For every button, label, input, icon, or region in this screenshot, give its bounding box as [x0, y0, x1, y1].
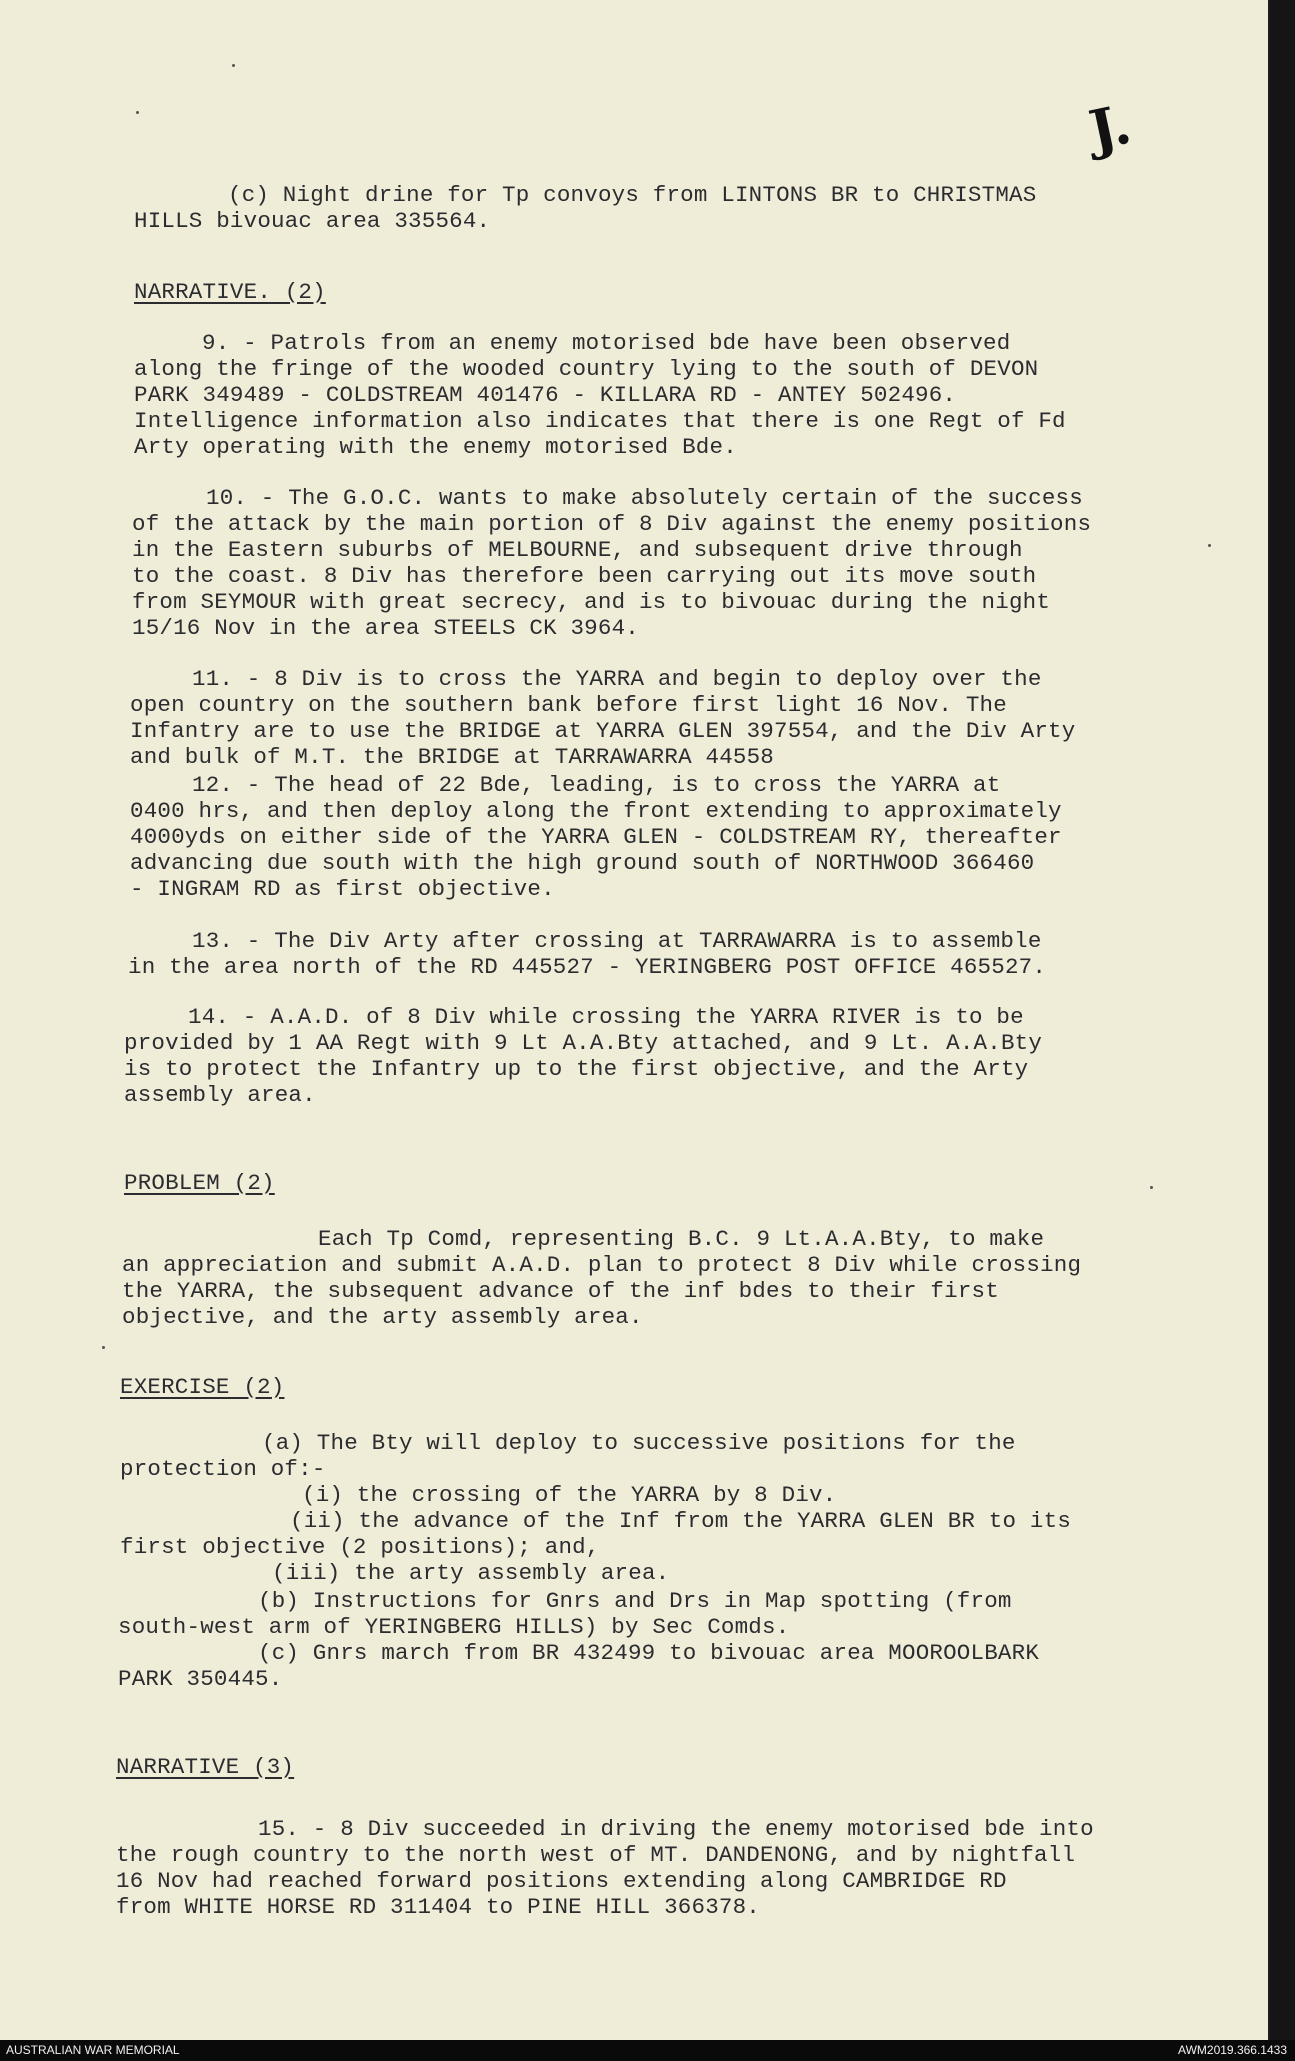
text-line: first objective (2 positions); and, [120, 1534, 600, 1560]
section-heading-exercise-2: EXERCISE (2) [120, 1374, 285, 1400]
paper-speck [232, 64, 235, 67]
text-line: PARK 349489 - COLDSTREAM 401476 - KILLARA RD - ANTEY 502496. [134, 382, 957, 408]
text-line: to the coast. 8 Div has therefore been carrying out its move south [132, 563, 1037, 589]
text-line: in the Eastern suburbs of MELBOURNE, and subsequent drive through [132, 537, 1023, 563]
paper-speck [1208, 544, 1211, 547]
text-line: provided by 1 AA Regt with 9 Lt A.A.Bty attached, and 9 Lt. A.A.Bty [124, 1030, 1043, 1056]
text-line: - INGRAM RD as first objective. [130, 876, 555, 902]
text-line: south-west arm of YERINGBERG HILLS) by Sec Comds. [118, 1614, 790, 1640]
text-line: 16 Nov had reached forward positions extending along CAMBRIDGE RD [116, 1868, 1007, 1894]
footer-accession-number: AWM2019.366.1433 [1178, 2043, 1287, 2057]
text-line: 14. - A.A.D. of 8 Div while crossing the YARRA RIVER is to be [188, 1004, 1024, 1030]
text-line: along the fringe of the wooded country lying to the south of DEVON [134, 356, 1039, 382]
paper-speck [102, 1346, 105, 1349]
text-line: 12. - The head of 22 Bde, leading, is to cross the YARRA at [192, 772, 1001, 798]
text-line: and bulk of M.T. the BRIDGE at TARRAWARRA 44558 [130, 744, 775, 770]
text-line: assembly area. [124, 1082, 316, 1108]
text-line: advancing due south with the high ground south of NORTHWOOD 366460 [130, 850, 1035, 876]
text-line: 10. - The G.O.C. wants to make absolutely certain of the success [206, 485, 1083, 511]
text-line: an appreciation and submit A.A.D. plan to protect 8 Div while crossing [122, 1252, 1082, 1278]
footer-institution: AUSTRALIAN WAR MEMORIAL [6, 2043, 180, 2057]
text-line: of the attack by the main portion of 8 Div against the enemy positions [132, 511, 1092, 537]
text-line: (ii) the advance of the Inf from the YARRA GLEN BR to its [290, 1508, 1072, 1534]
section-heading-problem-2: PROBLEM (2) [124, 1170, 275, 1196]
section-heading-narrative-3: NARRATIVE (3) [116, 1754, 295, 1780]
text-line: 15. - 8 Div succeeded in driving the enemy motorised bde into [258, 1816, 1094, 1842]
paper-speck [136, 111, 139, 114]
text-line: from WHITE HORSE RD 311404 to PINE HILL 366378. [116, 1894, 761, 1920]
text-line: 13. - The Div Arty after crossing at TARRAWARRA is to assemble [192, 928, 1042, 954]
text-line: objective, and the arty assembly area. [122, 1304, 643, 1330]
text-line: Each Tp Comd, representing B.C. 9 Lt.A.A.Bty, to make [318, 1226, 1045, 1252]
text-line: 4000yds on either side of the YARRA GLEN - COLDSTREAM RY, thereafter [130, 824, 1062, 850]
text-line: 9. - Patrols from an enemy motorised bde have been observed [202, 330, 1011, 356]
section-heading-narrative-2: NARRATIVE. (2) [134, 279, 326, 305]
text-line: the YARRA, the subsequent advance of the inf bdes to their first [122, 1278, 999, 1304]
text-line: Intelligence information also indicates that there is one Regt of Fd [134, 408, 1066, 434]
text-line: HILLS bivouac area 335564. [134, 208, 491, 234]
text-line: PARK 350445. [118, 1666, 283, 1692]
text-line: (c) Gnrs march from BR 432499 to bivouac area MOOROOLBARK [258, 1640, 1040, 1666]
text-line: 11. - 8 Div is to cross the YARRA and begin to deploy over the [192, 666, 1042, 692]
archive-footer-bar [0, 2040, 1295, 2061]
text-line: Arty operating with the enemy motorised Bde. [134, 434, 737, 460]
text-line: 0400 hrs, and then deploy along the front extending to approximately [130, 798, 1062, 824]
text-line: protection of:- [120, 1456, 326, 1482]
text-line: in the area north of the RD 445527 - YERINGBERG POST OFFICE 465527. [128, 954, 1047, 980]
text-line: from SEYMOUR with great secrecy, and is to bivouac during the night [132, 589, 1051, 615]
text-line: (c) Night drine for Tp convoys from LINTONS BR to CHRISTMAS [228, 182, 1037, 208]
text-line: open country on the southern bank before first light 16 Nov. The [130, 692, 1007, 718]
text-line: the rough country to the north west of MT. DANDENONG, and by nightfall [116, 1842, 1076, 1868]
text-line: is to protect the Infantry up to the first objective, and the Arty [124, 1056, 1029, 1082]
text-line: 15/16 Nov in the area STEELS CK 3964. [132, 615, 639, 641]
handwritten-page-mark: J. [1083, 91, 1137, 163]
paper-speck [1150, 1186, 1153, 1189]
text-line: (i) the crossing of the YARRA by 8 Div. [302, 1482, 837, 1508]
text-line: Infantry are to use the BRIDGE at YARRA GLEN 397554, and the Div Arty [130, 718, 1076, 744]
scan-edge [1270, 0, 1295, 2040]
text-line: (iii) the arty assembly area. [272, 1560, 670, 1586]
text-line: (a) The Bty will deploy to successive positions for the [262, 1430, 1016, 1456]
text-line: (b) Instructions for Gnrs and Drs in Map spotting (from [258, 1588, 1012, 1614]
